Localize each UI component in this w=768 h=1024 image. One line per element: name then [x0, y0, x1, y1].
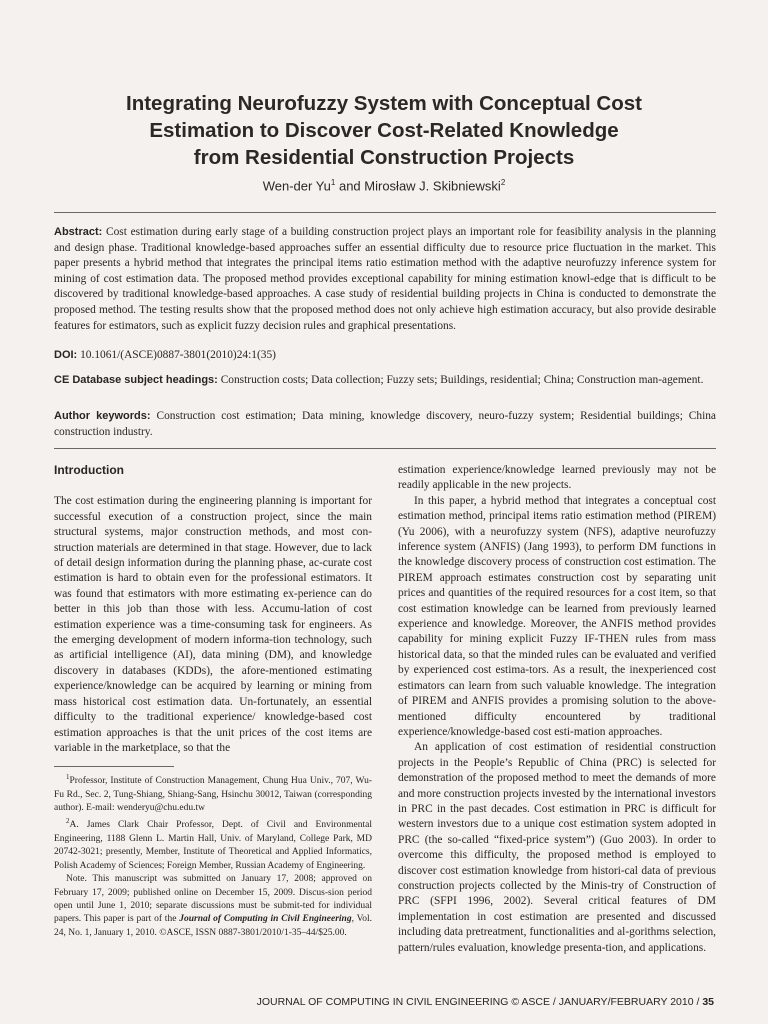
author-keywords-label: Author keywords:	[54, 410, 151, 422]
abstract-text: Cost estimation during early stage of a building construction project plays an important role for feasibility analysis in the planning and design phase. Traditional knowledge-based approaches suffer an essential difficulty due to resource price fluctuation in the market. This paper presents a hybrid method that integrates the principal items ratio estimation method with the adaptive neurofuzzy inference system for mining of cost estimation data. The proposed method provides exceptional capability for mining estimation knowl-edge that is difficult to be discovered by traditional knowledge-based approaches. A case study of residential building projects in China is conducted to demonstrate the proposed method. The testing results show that the proposed method does not only achieve high estimation accuracy, but also provide desirable features for estimators, such as explicit fuzzy decision rules and graphical presentations.	[54, 226, 716, 332]
body-paragraph: In this paper, a hybrid method that integrates a conceptual cost estimation method, principal items ratio estimation method (PIREM) (Yu 2006), with a neurofuzzy system (NFS), adaptive neurofuzzy inference system (ANFIS) (Jang 1993), to perform DM functions in the knowledge discovery process of construction cost estimation. The PIREM approach estimates construction cost by separating unit prices and quantities of the required resources for a cost item, so that cost estimation knowledge can be learned from previously learned experience and knowledge. Moreover, the ANFIS method provides capability for mining explicit Fuzzy IF-THEN rules from mass historical data, so that the minded rules can be evaluated and verified by experienced cost estima-tors. As a result, the inexperienced cost estimators can learn from such valuable knowledge. The integration of PIREM and ANFIS provides a promising solution to the above-mentioned difficulty encountered by traditional experience/knowledge-based cost esti-mation approaches.	[398, 494, 716, 738]
footnote-mark: 2	[66, 817, 70, 826]
footnote-rule	[54, 766, 174, 767]
author-separator: and	[335, 178, 365, 194]
footnote-text: A. James Clark Chair Professor, Dept. of Civil and Environmental Engineering, 1188 Glenn L. Martin Hall, Univ. of Maryland, College Park, MD 20742-3021; presently, Member, Institute of Theoretical and Applied Informatics, Polish Academy of Sciences; Foreign Member, Russian Academy of Engineering.	[54, 820, 372, 871]
body-paragraph: An application of cost estimation of residential construction projects in the People’s Republic of China (PRC) is selected for demonstration of the proposed method to meet the demands of more and more construction projects invested by the international investors in PRC in the past decades. Cost estimation in PRC is difficult for western investors due to a unique cost estimation system adopted in PRC (the so-called “fixed-price system”) (Guo 2003). In order to overcome this difficulty, the proposed method is employed to discover cost estimation knowledge from histori-cal data of previous construction projects collected by the Minis-try of Construction of PRC (SFPI 1996, 2002). Several critical features of DM implementation in cost estimation are presented and discussed including data pretreatment, functionalities and al-gorithms selection, pattern/rules evaluation, knowledge presenta-tion, and applications.	[398, 741, 716, 954]
note-text: , Vol. 24, No. 1, January 1, 2010. ©ASCE, ISSN 0887-3801/2010/1-35–44/$25.00.	[54, 914, 372, 938]
subject-headings-text: Construction costs; Data collection; Fuzzy sets; Buildings, residential; China; Construction man-agement.	[220, 374, 704, 386]
paper-title	[60, 90, 708, 171]
footnote-author-1	[54, 771, 372, 815]
doi-label: DOI:	[54, 349, 78, 361]
title-line: Integrating Neurofuzzy System with Conceptual Cost	[126, 92, 642, 115]
author-name: Mirosław J. Skibniewski	[364, 178, 501, 194]
subject-headings	[54, 373, 716, 389]
author-name: Wen-der Yu	[262, 178, 331, 194]
author-keywords	[54, 409, 716, 440]
footnote-text: Professor, Institute of Construction Management, Chung Hua Univ., 707, Wu-Fu Rd., Sec. 2, Tung-Shiang, Shiang-Sang, Hsinchu 30012, Taiwan (corresponding author). E-mail: wenderyu@chu.edu.tw	[54, 776, 372, 813]
footnote-author-2	[54, 815, 372, 873]
manuscript-note	[54, 873, 372, 940]
body-paragraph: estimation experience/knowledge learned previously may not be readily applicable in the new projects.	[398, 464, 716, 492]
footnote-mark: 1	[66, 773, 70, 781]
footnotes	[54, 771, 372, 940]
abstract	[54, 225, 716, 334]
doi-value[interactable]: 10.1061/(ASCE)0887-3801(2010)24:1(35)	[80, 349, 276, 361]
footer-journal: JOURNAL OF COMPUTING IN CIVIL ENGINEERING © ASCE / JANUARY/FEBRUARY 2010 /	[256, 996, 703, 1008]
abstract-label: Abstract:	[54, 226, 103, 238]
top-rule	[54, 212, 716, 213]
running-footer	[0, 996, 714, 1008]
section-rule	[54, 448, 716, 449]
doi	[54, 348, 716, 364]
note-text: Note. This manuscript was submitted on January 17, 2008; approved on February 17, 2009; published online on December 15, 2009. Discus-sion period open until June 1, 2010; separate discussions must be submit-ted for individual papers. This paper is part of the	[54, 874, 372, 925]
author-keywords-text: Construction cost estimation; Data mining, knowledge discovery, neuro-fuzzy system; Residential buildings; China construction industry.	[54, 410, 716, 438]
title-line: from Residential Construction Projects	[193, 146, 575, 169]
journal-name: Journal of Computing in Civil Engineering	[179, 914, 352, 925]
right-column	[398, 463, 716, 956]
introduction-paragraph: The cost estimation during the engineering planning is important for successful execution of a construction project, since the main structural systems, major construction methods, and most con-struction materials are determined in that stage. However, due to lack of detail design information during the planning phase, ac-curate cost estimation is hard to obtain even for the professional estimators. It was found that estimators with more estimating ex-perience can do better in this job than those with less. Accumu-lation of cost estimation experience was a time-consuming task for engineers. As the emerging development of modern informa-tion technology, such as artificial intelligence (AI), data mining (DM), and knowledge discovery in databases (KDDs), the afore-mentioned estimating experience/knowledge can be acquired by learning or mining from mass historical cost estimation data. Un-fortunately, an essential difficulty to the traditional experience/ knowledge-based cost estimation approaches is that the unit prices of the cost items are variable in the marketplace, so that the	[54, 495, 372, 754]
subject-headings-label: CE Database subject headings:	[54, 374, 218, 386]
author-line	[0, 178, 768, 193]
author-affiliation-mark: 2	[500, 178, 506, 187]
title-line: Estimation to Discover Cost-Related Knowledge	[149, 119, 619, 142]
left-column	[54, 463, 372, 756]
author-affiliation-mark: 1	[330, 178, 336, 187]
page-number: 35	[702, 996, 714, 1008]
introduction-heading: Introduction	[54, 463, 124, 477]
